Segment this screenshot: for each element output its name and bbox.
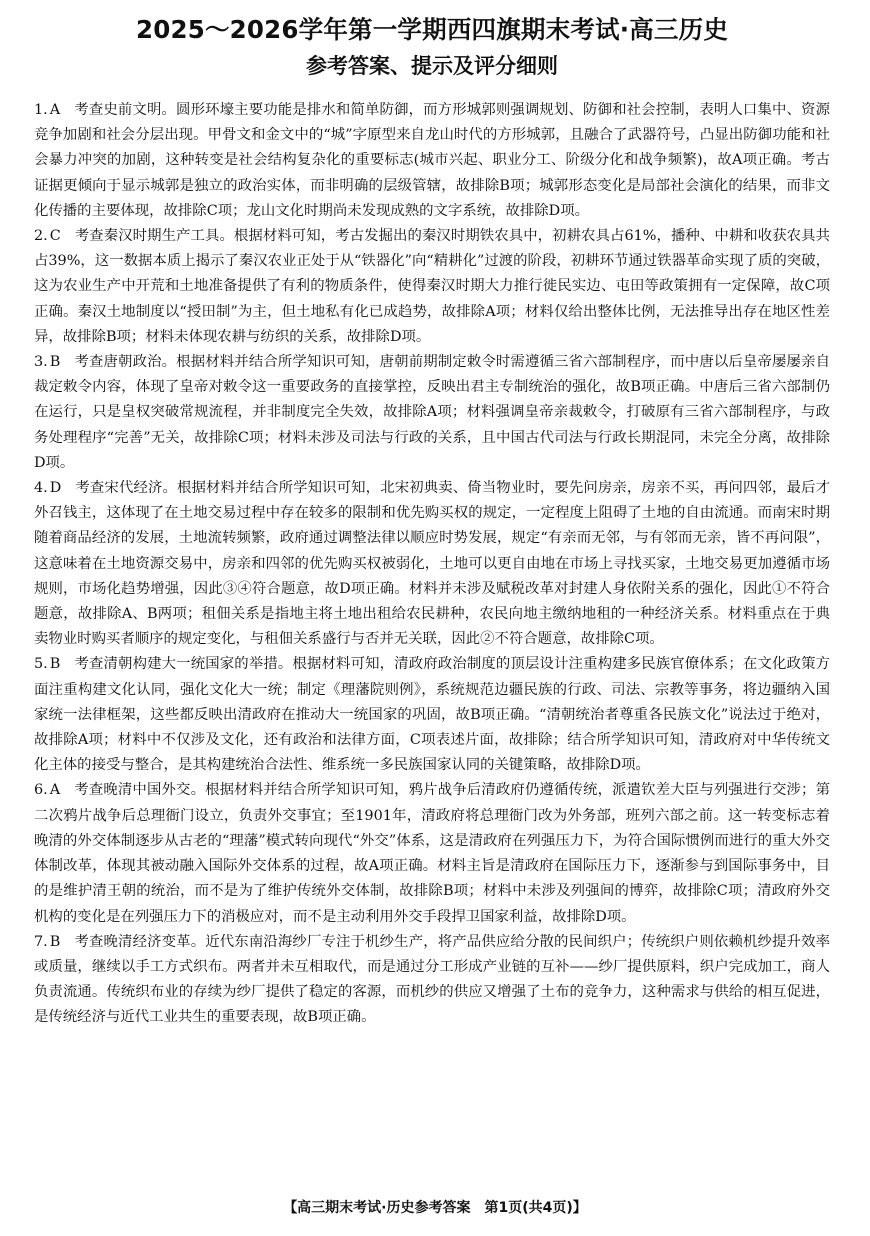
answer-key: B <box>49 656 61 673</box>
answer-key: A <box>49 782 61 799</box>
page-footer: 【高三期末考试·历史参考答案 第1页(共4页)】 <box>283 1200 587 1216</box>
answer-list <box>34 98 830 1031</box>
answer-explanation: 考查唐朝政治。根据材料并结合所学知识可知，唐朝前期制定敕令时需遵循三省六部制程序，而中唐以后皇帝屡屡亲自裁定敕令内容，体现了皇帝对敕令这一重要政务的直接掌控，反映出君主专制统治的强化，故B项正确。中唐后三省六部制仍在运行，只是皇权突破常规流程，并非制度完全失效，故排除A项；材料强调皇帝亲裁敕令，打破原有三省六部制程序，与政务处理程序“完善”无关，故排除C项；材料未涉及司法与行政的关系，且中国古代司法与行政长期混同，未完全分离，故排除D项。 <box>34 354 830 471</box>
question-number: 4. <box>34 480 48 497</box>
answer-item-5 <box>34 652 830 778</box>
question-number: 2. <box>34 228 48 245</box>
answer-explanation: 考查秦汉时期生产工具。根据材料可知，考古发掘出的秦汉时期铁农具中，初耕农具占61%，播种、中耕和收获农具共占39%，这一数据本质上揭示了秦汉农业正处于从“铁器化”向“精耕化”过渡的阶段，初耕环节通过铁器革命实现了质的突破，这为农业生产中开荒和土地准备提供了有利的物质条件，使得秦汉时期大力推行徙民实边、屯田等政策拥有一定保障，故C项正确。秦汉土地制度以“授田制”为主，但土地私有化已成趋势，故排除A项；材料仅给出整体比例，无法推导出存在地区性差异，故排除B项；材料未体现农耕与纺织的关系，故排除D项。 <box>34 228 830 345</box>
page-subtitle: 参考答案、提示及评分细则 <box>306 54 558 78</box>
answer-key: B <box>49 933 61 950</box>
answer-explanation: 考查晚清经济变革。近代东南沿海纱厂专注于机纱生产，将产品供应给分散的民间织户；传统织户则依赖机纱提升效率或质量，继续以手工方式织布。两者并未互相取代，而是通过分工形成产业链的互补——纱厂提供原料，织户完成加工，商人负责流通。传统织布业的存续为纱厂提供了稳定的客源，而机纱的供应又增强了土布的竞争力，这种需求与供给的相互促进，是传统经济与近代工业共生的重要表现，故B项正确。 <box>34 933 830 1026</box>
answer-item-2 <box>34 224 830 350</box>
question-number: 1. <box>34 102 48 118</box>
answer-item-3 <box>34 350 830 476</box>
answer-explanation: 考查史前文明。圆形环壕主要功能是排水和简单防御，而方形城郭则强调规划、防御和社会控制，表明人口集中、资源竞争加剧和社会分层出现。甲骨文和金文中的“城”字原型来自龙山时代的方形城郭，且融合了武器符号，凸显出防御功能和社会暴力冲突的加剧，这种转变是社会结构复杂化的重要标志(城市兴起、职业分工、阶级分化和战争频繁)，故A项正确。考古证据更倾向于显示城郭是独立的政治实体，而非明确的层级管辖，故排除B项；城郭形态变化是局部社会演化的结果，而非文化传播的主要体现，故排除C项；龙山文化时期尚未发现成熟的文字系统，故排除D项。 <box>34 102 830 219</box>
answer-explanation: 考查晚清中国外交。根据材料并结合所学知识可知，鸦片战争后清政府仍遵循传统，派遣钦差大臣与列强进行交涉；第二次鸦片战争后总理衙门设立，负责外交事宜；至1901年，清政府将总理衙门改为外务部，班列六部之前。这一转变标志着晚清的外交体制逐步从古老的“理藩”模式转向现代“外交”体系，这是清政府在列强压力下，为符合国际惯例而进行的重大外交体制改革，体现其被动融入国际外交体系的过程，故A项正确。材料主旨是清政府在国际压力下，逐渐参与到国际事务中，目的是维护清王朝的统治，而不是为了维护传统外交体制，故排除B项；材料中未涉及列强间的博弈，故排除C项；清政府外交机构的变化是在列强压力下的消极应对，而不是主动利用外交手段捍卫国家利益，故排除D项。 <box>34 782 830 925</box>
question-number: 5. <box>34 656 48 673</box>
answer-item-7 <box>34 930 830 1031</box>
answer-item-1 <box>34 98 830 224</box>
answer-explanation: 考查清朝构建大一统国家的举措。根据材料可知，清政府政治制度的顶层设计注重构建多民族官僚体系；在文化政策方面注重构建文化认同，强化文化大一统；制定《理藩院则例》，系统规范边疆民族的行政、司法、宗教等事务，将边疆纳入国家统一法律框架，这些都反映出清政府在推动大一统国家的巩固，故B项正确。“清朝统治者尊重各民族文化”说法过于绝对，故排除A项；材料中不仅涉及文化，还有政治和法律方面，C项表述片面，故排除；结合所学知识可知，清政府对中华传统文化主体的接受与整合，是其构建统治合法性、维系统一多民族国家认同的关键策略，故排除D项。 <box>34 656 830 774</box>
answer-explanation: 考查宋代经济。根据材料并结合所学知识可知，北宋初典卖、倚当物业时，要先问房亲，房亲不买，再问四邻，最后才外召钱主，这体现了在土地交易过程中存在较多的限制和优先购买权的规定，一定程度上阻碍了土地的自由流通。而南宋时期随着商品经济的发展，土地流转频繁，政府通过调整法律以顺应时势发展，规定“有亲而无邻，与有邻而无亲，皆不再问限”，这意味着在土地资源交易中，房亲和四邻的优先购买权被弱化，土地可以更自由地在市场上寻找买家，土地交易更加遵循市场规则，市场化趋势增强，因此③④符合题意，故D项正确。材料并未涉及赋税改革对封建人身依附关系的强化，因此①不符合题意，故排除A、B两项；租佃关系是指地主将土地出租给农民耕种，农民向地主缴纳地租的一种经济关系。材料重点在于典卖物业时购买者顺序的规定变化，与租佃关系盛行与否并无关联，因此②不符合题意，故排除C项。 <box>34 480 830 648</box>
answer-key: A <box>49 102 61 118</box>
answer-key: C <box>49 228 61 245</box>
answer-key: D <box>49 480 62 497</box>
answer-key: B <box>49 354 61 371</box>
answer-item-6 <box>34 778 830 929</box>
question-number: 7. <box>34 933 48 950</box>
question-number: 6. <box>34 782 48 799</box>
page-title: 2025～2026学年第一学期西四旗期末考试·高三历史 <box>135 15 729 44</box>
question-number: 3. <box>34 354 48 371</box>
answer-item-4 <box>34 476 830 652</box>
